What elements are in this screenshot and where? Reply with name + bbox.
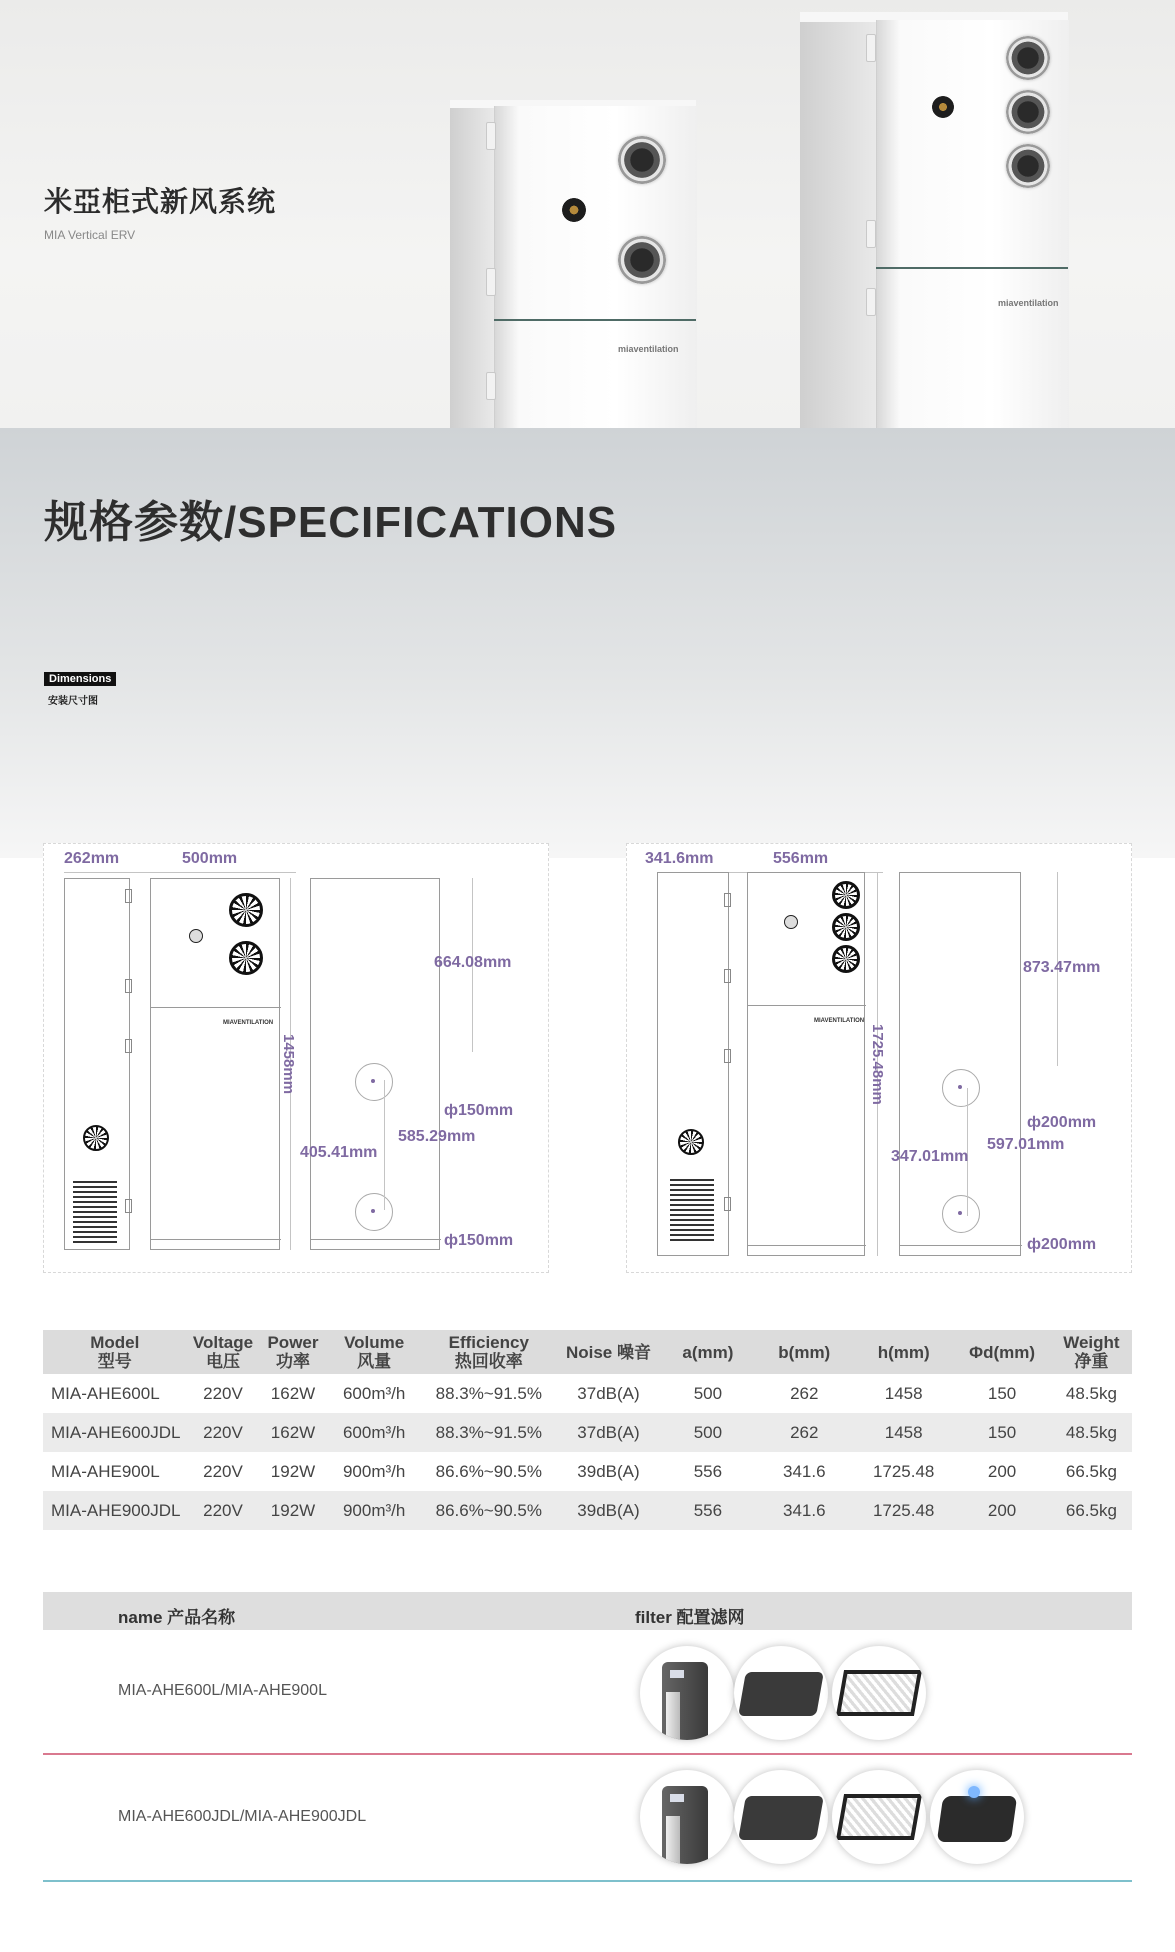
label-spacing: 597.01mm bbox=[987, 1136, 1065, 1153]
header-noise: Noise 噪音 bbox=[556, 1330, 662, 1374]
dimension-diagram-600 bbox=[43, 843, 549, 1273]
brand-label: MIAVENTILATION bbox=[814, 1018, 865, 1024]
header-voltage: Voltage 电压 bbox=[186, 1330, 259, 1374]
header-a: a(mm) bbox=[661, 1330, 754, 1374]
header-weight: Weight 净重 bbox=[1051, 1330, 1132, 1374]
product-image-large bbox=[800, 12, 1068, 428]
side-view bbox=[657, 872, 729, 1256]
unit-icon bbox=[640, 1770, 734, 1864]
back-view bbox=[899, 872, 1021, 1256]
header-filter: filter 配置滤网 bbox=[635, 1608, 745, 1627]
specifications-title: 规格参数/SPECIFICATIONS bbox=[44, 498, 618, 547]
brand-label: miaventilation bbox=[618, 344, 679, 354]
brand-label: MIAVENTILATION bbox=[223, 1020, 274, 1026]
product-subtitle: MIA Vertical ERV bbox=[44, 228, 136, 242]
dimensions-tag: Dimensions bbox=[44, 672, 116, 686]
front-view bbox=[747, 872, 865, 1256]
unit-icon bbox=[640, 1646, 734, 1740]
carbon-filter-icon bbox=[734, 1770, 828, 1864]
label-height: 1725.48mm bbox=[869, 1024, 886, 1105]
hero-banner bbox=[0, 0, 1175, 428]
product-title: 米亞柜式新风系统 bbox=[44, 186, 277, 217]
ionizer-module-icon bbox=[930, 1770, 1024, 1864]
label-depth: 341.6mm bbox=[645, 850, 714, 867]
label-depth: 262mm bbox=[64, 850, 120, 867]
header-h: h(mm) bbox=[854, 1330, 953, 1374]
specifications-table bbox=[43, 1330, 1132, 1530]
label-duct-bottom: ф200mm bbox=[1027, 1236, 1097, 1253]
brand-label-large: miaventilation bbox=[998, 298, 1059, 308]
hepa-filter-icon bbox=[832, 1770, 926, 1864]
specifications-section bbox=[0, 428, 1175, 858]
dimensions-subtitle: 安装尺寸图 bbox=[48, 696, 98, 707]
back-view bbox=[310, 878, 440, 1250]
table-row: MIA-AHE900JDL 220V 192W 900m³/h 86.6%~90.5% 39dB(A) 556 341.6 1725.48 200 66.5kg bbox=[43, 1491, 1132, 1530]
front-view bbox=[150, 878, 280, 1250]
header-name: name 产品名称 bbox=[118, 1608, 236, 1627]
label-duct-bottom: ф150mm bbox=[444, 1232, 514, 1249]
table-row: MIA-AHE600L 220V 162W 600m³/h 88.3%~91.5% 37dB(A) 500 262 1458 150 48.5kg bbox=[51, 1383, 1117, 1403]
header-efficiency: Efficiency 热回收率 bbox=[422, 1330, 556, 1374]
side-view bbox=[64, 878, 130, 1250]
header-phi-d: Φd(mm) bbox=[953, 1330, 1050, 1374]
filter-table-header bbox=[43, 1592, 1132, 1630]
label-width: 500mm bbox=[182, 850, 238, 867]
label-top-gap: 873.47mm bbox=[1023, 959, 1101, 976]
filter-row-name: MIA-AHE600JDL/MIA-AHE900JDL bbox=[118, 1808, 367, 1825]
row-divider bbox=[43, 1753, 1132, 1755]
hepa-filter-icon bbox=[832, 1646, 926, 1740]
label-spacing: 585.29mm bbox=[398, 1128, 476, 1145]
label-bottom-offset: 405.41mm bbox=[300, 1144, 378, 1161]
label-top-gap: 664.08mm bbox=[434, 954, 512, 971]
label-duct-top: ф200mm bbox=[1027, 1114, 1097, 1131]
header-b: b(mm) bbox=[755, 1330, 854, 1374]
header-model: Model 型号 bbox=[43, 1330, 186, 1374]
table-row: MIA-AHE900L 220V 192W 900m³/h 86.6%~90.5% 39dB(A) 556 341.6 1725.48 200 66.5kg bbox=[51, 1461, 1117, 1481]
label-width: 556mm bbox=[773, 850, 829, 867]
row-divider bbox=[43, 1880, 1132, 1882]
label-bottom-offset: 347.01mm bbox=[891, 1148, 969, 1165]
table-row: MIA-AHE600JDL 220V 162W 600m³/h 88.3%~91.5% 37dB(A) 500 262 1458 150 48.5kg bbox=[43, 1413, 1132, 1452]
label-height: 1458mm bbox=[280, 1034, 297, 1095]
filter-row-name: MIA-AHE600L/MIA-AHE900L bbox=[118, 1682, 327, 1699]
carbon-filter-icon bbox=[734, 1646, 828, 1740]
dimension-diagram-900 bbox=[626, 843, 1132, 1273]
label-duct-top: ф150mm bbox=[444, 1102, 514, 1119]
product-image-small bbox=[450, 100, 696, 428]
header-volume: Volume 风量 bbox=[326, 1330, 421, 1374]
table-header-row bbox=[43, 1330, 1132, 1374]
header-power: Power 功率 bbox=[260, 1330, 327, 1374]
